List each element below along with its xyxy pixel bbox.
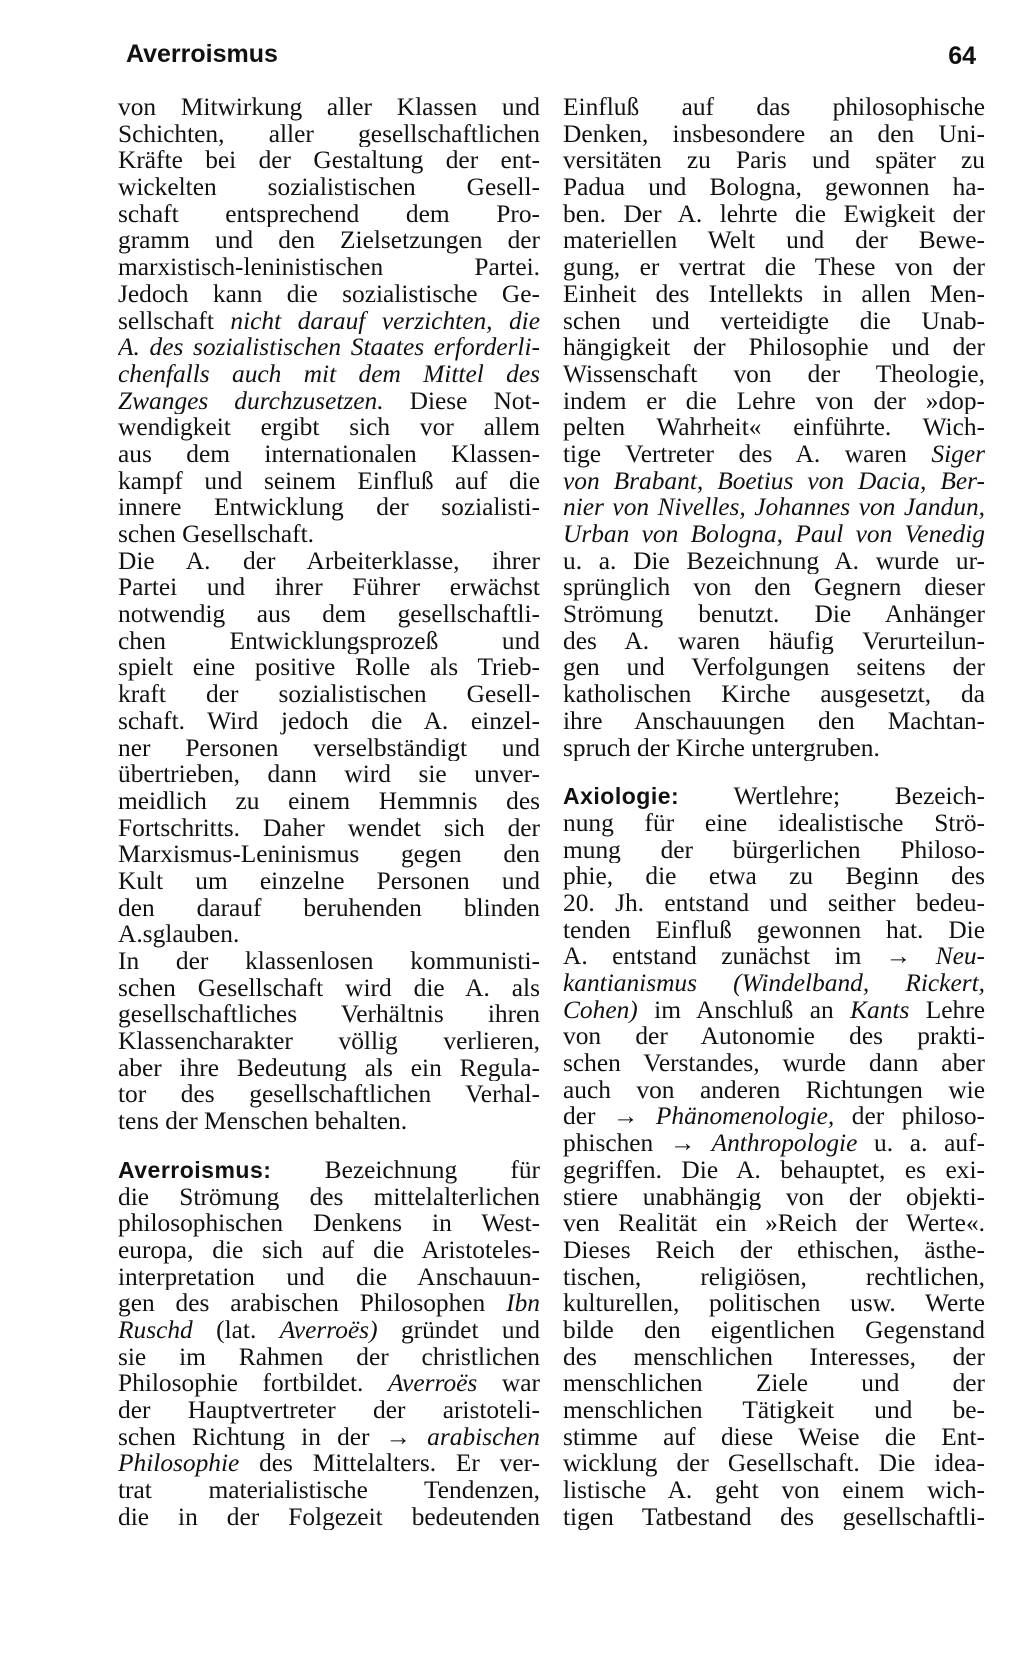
text-line: ner Personen verselbständigt und — [118, 734, 540, 762]
text-line: innere Entwicklung der sozialisti- — [118, 494, 540, 521]
text-line: nung für eine idealistische Strö- — [563, 809, 985, 837]
text-line: schaft entsprechend dem Pro- — [118, 200, 540, 228]
emphasis: A. des sozialistischen Staates erforderli- — [118, 334, 540, 361]
text-line: Jedoch kann die sozialistische Ge- — [118, 280, 540, 308]
emphasis: chenfalls auch mit dem Mittel des — [118, 360, 540, 388]
emphasis: Averroës) — [279, 1316, 378, 1344]
text-line: die Strömung des mittelalterlichen — [118, 1183, 540, 1211]
text-line: meidlich zu einem Hemmnis des — [118, 787, 540, 815]
person-name: von Brabant, Boetius von Dacia, Ber- — [563, 467, 985, 495]
text-line: sprünglich von den Gegnern dieser — [563, 574, 985, 602]
cross-reference-arrow-icon: → — [885, 943, 912, 970]
text-line: tenden Einfluß gewonnen hat. Die — [563, 916, 985, 944]
text-line: A. entstand zunächst im → Neu- — [563, 943, 985, 970]
text-line: aus dem internationalen Klassen- — [118, 440, 540, 468]
text-line: des A. waren häufig Verurteilun- — [563, 627, 985, 655]
text-line: phie, die etwa zu Beginn des — [563, 863, 985, 890]
text-line: marxistisch-leninistischen Partei. — [118, 254, 540, 281]
text-line: kulturellen, politischen usw. Werte — [563, 1290, 985, 1317]
text-line: tischen, religiösen, rechtlichen, — [563, 1263, 985, 1291]
text-line: von Mitwirkung aller Klassen und — [118, 94, 540, 121]
text-line: schen und verteidigte die Unab- — [563, 307, 985, 335]
text-line: katholischen Kirche ausgesetzt, da — [563, 681, 985, 708]
text-line: gesellschaftliches Verhältnis ihren — [118, 1001, 540, 1029]
paragraph-participation — [118, 94, 540, 281]
left-column — [118, 94, 540, 1530]
text-line: spielt eine positive Rolle als Trieb- — [118, 654, 540, 682]
text-line: chen Entwicklungsprozeß und — [118, 627, 540, 655]
emphasis: Ibn — [506, 1290, 540, 1317]
paragraph-working-class — [118, 548, 540, 948]
paragraph-state-coercion — [118, 281, 540, 548]
text-line: menschlichen Tätigkeit und be- — [563, 1397, 985, 1424]
text-line: Die A. der Arbeiterklasse, ihrer — [118, 547, 540, 575]
text-line: tige Vertreter des A. waren Siger — [563, 440, 985, 468]
text-line: listische A. geht von einem wich- — [563, 1477, 985, 1504]
emphasis: Ruschd — [118, 1316, 193, 1344]
text-line: menschlichen Ziele und der — [563, 1370, 985, 1397]
text-line: Philosophie des Mittelalters. Er ver- — [118, 1450, 540, 1478]
text-line: Strömung benutzt. Die Anhänger — [563, 601, 985, 628]
paragraph-classless-society — [118, 948, 540, 1135]
text-line: den darauf beruhenden blinden — [118, 894, 540, 922]
text-line: philosophischen Denkens in West- — [118, 1210, 540, 1237]
text-line — [563, 468, 985, 495]
text-line: der → Phänomenologie, der philoso- — [563, 1103, 985, 1131]
cross-reference-arrow-icon: → — [385, 1423, 412, 1451]
cross-reference-link[interactable]: Anthropologie — [695, 1130, 858, 1157]
text-line: Zwanges durchzusetzen. Diese Not- — [118, 387, 540, 415]
text-line: ben. Der A. lehrte die Ewigkeit der — [563, 200, 985, 228]
text-line — [118, 361, 540, 388]
text-line: tor des gesellschaftlichen Verhal- — [118, 1081, 540, 1109]
text-line: phischen → Anthropologie u. a. auf- — [563, 1130, 985, 1157]
entry-averroismus — [118, 1157, 540, 1531]
page-number: 64 — [948, 42, 976, 70]
text-line: Ruschd (lat. Averroës) gründet und — [118, 1316, 540, 1344]
text-line — [563, 521, 985, 548]
text-line: In der klassenlosen kommunisti- — [118, 948, 540, 975]
text-line: mung der bürgerlichen Philoso- — [563, 836, 985, 864]
text-line: versitäten zu Paris und später zu — [563, 147, 985, 175]
text-line: gegriffen. Die A. behauptet, es exi- — [563, 1156, 985, 1184]
text-line: Fortschritts. Daher wendet sich der — [118, 814, 540, 842]
emphasis: nicht darauf verzichten, die — [230, 307, 540, 335]
entry-headword: Axiologie: — [563, 783, 680, 810]
text-line: Marxismus-Leninismus gegen den — [118, 841, 540, 868]
text-line: gen des arabischen Philosophen Ibn — [118, 1290, 540, 1317]
text-line: gramm und den Zielsetzungen der — [118, 227, 540, 255]
cross-reference-link[interactable]: Neu- — [911, 943, 985, 970]
text-line — [563, 494, 985, 521]
text-line: gen und Verfolgungen seitens der — [563, 654, 985, 682]
text-line: 20. Jh. entstand und seither bedeu- — [563, 889, 985, 917]
text-line: wendigkeit ergibt sich vor allem — [118, 414, 540, 441]
text-line: Kräfte bei der Gestaltung der ent- — [118, 147, 540, 175]
text-line: Partei und ihrer Führer erwächst — [118, 574, 540, 602]
emphasis: Averroës — [387, 1370, 478, 1397]
text-line: Einfluß auf das philosophische — [563, 94, 985, 121]
text-line: auch von anderen Richtungen wie — [563, 1076, 985, 1104]
text-line: Padua und Bologna, gewonnen ha- — [563, 174, 985, 201]
text-line: übertrieben, dann wird sie unver- — [118, 761, 540, 788]
text-line: stiere unabhängig von der objekti- — [563, 1183, 985, 1211]
cross-reference-link[interactable]: kantianismus (Windelband, Rickert, — [563, 970, 985, 997]
text-line: ihre Anschauungen den Machtan- — [563, 707, 985, 735]
text-line — [563, 970, 985, 997]
cross-reference-link[interactable]: arabischen — [411, 1423, 540, 1451]
text-line: Kult um einzelne Personen und — [118, 867, 540, 895]
text-line: interpretation und die Anschauun- — [118, 1263, 540, 1291]
text-line: Denken, insbesondere an den Uni- — [563, 120, 985, 148]
text-line: hängigkeit der Philosophie und der — [563, 334, 985, 361]
emphasis: Kants — [850, 996, 910, 1024]
person-name: nier von Nivelles, Johannes von Jandun, — [563, 494, 985, 521]
text-line: von der Autonomie des prakti- — [563, 1023, 985, 1051]
cross-reference-arrow-icon: → — [612, 1103, 639, 1131]
text-line: tens der Menschen behalten. — [118, 1108, 408, 1135]
emphasis: Cohen) — [563, 996, 638, 1024]
text-line: notwendig aus dem gesellschaftli- — [118, 601, 540, 628]
text-line: Cohen) im Anschluß an Kants Lehre — [563, 996, 985, 1024]
text-line: A.sglauben. — [118, 921, 240, 948]
text-line: europa, die sich auf die Aristoteles- — [118, 1236, 540, 1264]
text-line: pelten Wahrheit« einführte. Wich- — [563, 414, 985, 441]
text-line: Averroismus: Bezeichnung für — [118, 1156, 540, 1184]
entry-averroismus-continued — [563, 94, 985, 761]
text-line: tigen Tatbestand des gesellschaftli- — [563, 1503, 985, 1531]
text-line: aber ihre Bedeutung als ein Regula- — [118, 1054, 540, 1082]
text-line: wickelten sozialistischen Gesell- — [118, 174, 540, 201]
person-name: Siger — [931, 440, 985, 468]
text-line: stimme auf diese Weise die Ent- — [563, 1423, 985, 1451]
text-line: trat materialistische Tendenzen, — [118, 1477, 540, 1504]
text-line — [118, 334, 540, 361]
text-line: des menschlichen Interesses, der — [563, 1343, 985, 1371]
text-line: materiellen Welt und der Bewe- — [563, 227, 985, 255]
person-name: Urban von Bologna, Paul von Venedig — [563, 521, 985, 548]
entry-axiologie — [563, 783, 985, 1530]
text-line: ven Realität ein »Reich der Werte«. — [563, 1210, 985, 1237]
text-line: sie im Rahmen der christlichen — [118, 1343, 540, 1371]
text-line: Dieses Reich der ethischen, ästhe- — [563, 1236, 985, 1264]
right-column — [563, 94, 985, 1530]
text-line: der Hauptvertreter der aristoteli- — [118, 1397, 540, 1424]
text-line: schaft. Wird jedoch die A. einzel- — [118, 707, 540, 735]
text-line: Philosophie fortbildet. Averroës war — [118, 1370, 540, 1397]
text-line: die in der Folgezeit bedeutenden — [118, 1503, 540, 1531]
entry-headword: Averroismus: — [118, 1156, 272, 1183]
cross-reference-link[interactable]: Phänomenologie, — [638, 1103, 835, 1131]
cross-reference-arrow-icon: → — [669, 1130, 696, 1157]
text-line: bilde den eigentlichen Gegenstand — [563, 1316, 985, 1344]
text-line: kampf und seinem Einfluß auf die — [118, 467, 540, 495]
text-line: Wissenschaft von der Theologie, — [563, 360, 985, 388]
emphasis: Zwanges durchzusetzen. — [118, 387, 384, 415]
text-line: Klassencharakter völlig verlieren, — [118, 1028, 540, 1055]
text-line: kraft der sozialistischen Gesell- — [118, 681, 540, 708]
text-line: schen Gesellschaft wird die A. als — [118, 974, 540, 1002]
text-line: Einheit des Intellekts in allen Men- — [563, 280, 985, 308]
text-line: gung, er vertrat die These von der — [563, 254, 985, 281]
text-line: u. a. Die Bezeichnung A. wurde ur- — [563, 547, 985, 575]
cross-reference-link[interactable]: Philosophie — [118, 1450, 240, 1478]
text-line: Schichten, aller gesellschaftlichen — [118, 120, 540, 148]
text-line: schen Richtung in der → arabischen — [118, 1423, 540, 1451]
text-line: schen Verstandes, wurde dann aber — [563, 1050, 985, 1077]
running-head-word: Averroismus — [126, 40, 278, 68]
text-line: sellschaft nicht darauf verzichten, die — [118, 307, 540, 335]
text-line: schen Gesellschaft. — [118, 521, 314, 548]
text-line: wicklung der Gesellschaft. Die idea- — [563, 1450, 985, 1478]
text-line: spruch der Kirche untergruben. — [563, 734, 880, 762]
running-header — [126, 40, 976, 80]
text-line: indem er die Lehre von der »dop- — [563, 387, 985, 415]
text-line: Axiologie: Wertlehre; Bezeich- — [563, 783, 985, 810]
